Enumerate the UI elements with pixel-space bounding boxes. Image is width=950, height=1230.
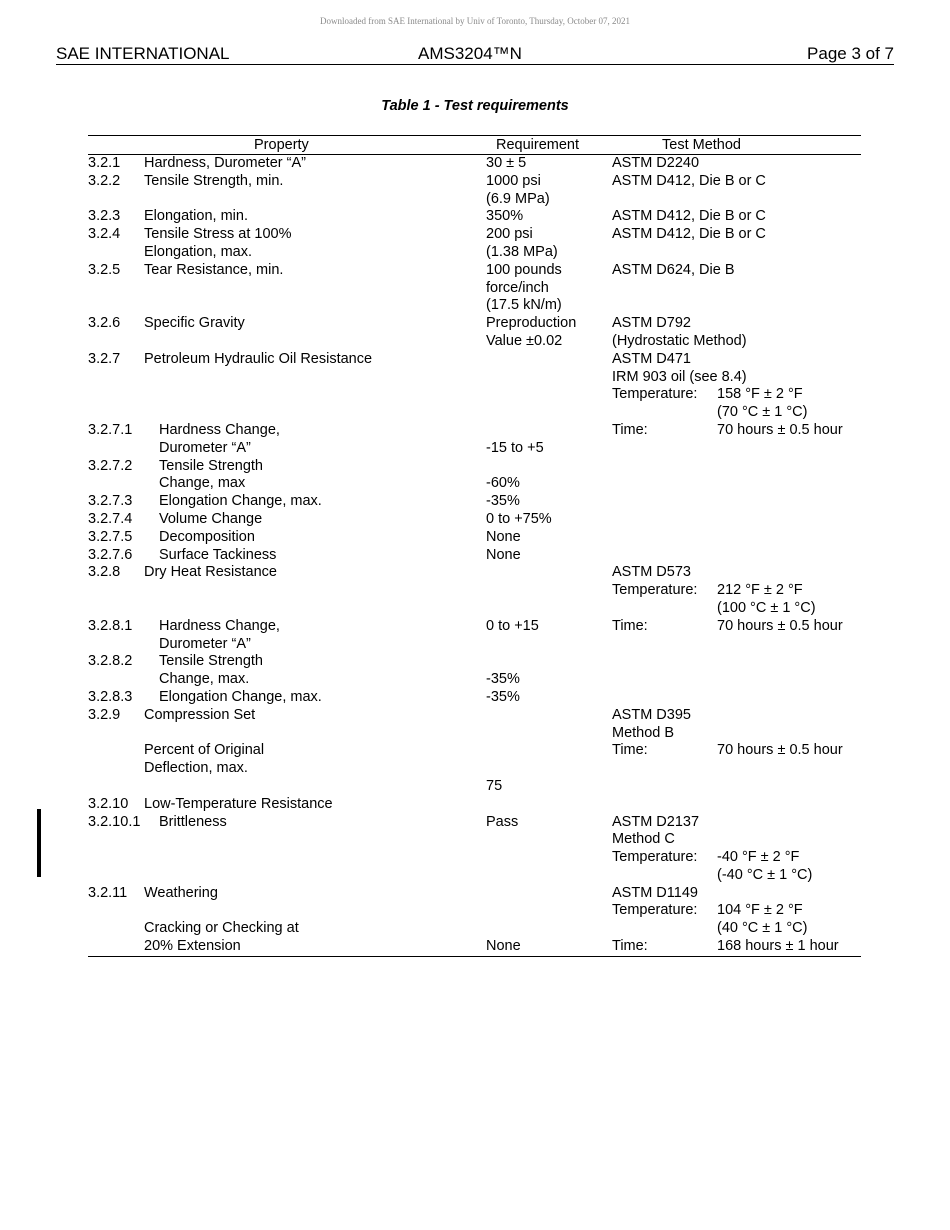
row-requirement: None bbox=[486, 528, 521, 545]
row-property: Brittleness bbox=[159, 813, 227, 830]
row-test-value: 70 hours ± 0.5 hour bbox=[717, 617, 843, 634]
row-test-method: ASTM D412, Die B or C bbox=[612, 226, 766, 243]
row-requirement: 200 psi (1.38 MPa) bbox=[486, 226, 558, 260]
row-requirement: 75 bbox=[486, 777, 503, 794]
table-row bbox=[88, 564, 861, 617]
row-test-method: ASTM D412, Die B or C bbox=[612, 172, 766, 189]
table-row bbox=[88, 511, 861, 529]
row-test-method: Time: bbox=[612, 421, 648, 438]
row-number: 3.2.8.3 bbox=[88, 688, 133, 705]
table-row bbox=[88, 618, 861, 654]
row-property: Weathering Cracking or Checking at 20% Extension bbox=[144, 884, 299, 955]
column-header-test-method: Test Method bbox=[662, 137, 741, 153]
table-row bbox=[88, 547, 861, 565]
column-header-property: Property bbox=[254, 137, 309, 153]
row-number: 3.2.9 bbox=[88, 706, 121, 723]
table-row bbox=[88, 208, 861, 226]
table-header-row bbox=[88, 136, 861, 155]
row-number: 3.2.7.1 bbox=[88, 421, 133, 438]
row-number: 3.2.3 bbox=[88, 208, 121, 225]
row-number: 3.2.10 bbox=[88, 795, 129, 812]
row-property: Tensile Strength, min. bbox=[144, 172, 284, 189]
table-row bbox=[88, 689, 861, 707]
row-property: Hardness, Durometer “A” bbox=[144, 155, 306, 171]
row-property: Petroleum Hydraulic Oil Resistance bbox=[144, 350, 373, 367]
row-number: 3.2.4 bbox=[88, 226, 121, 243]
row-property: Elongation, min. bbox=[144, 208, 248, 225]
row-test-method: ASTM D2137 Method C Temperature: bbox=[612, 813, 700, 866]
row-number: 3.2.2 bbox=[88, 172, 121, 189]
page-number: Page 3 of 7 bbox=[807, 44, 894, 63]
page-header bbox=[56, 44, 894, 65]
download-watermark: Downloaded from SAE International by Univ of Toronto, Thursday, October 07, 2021 bbox=[320, 16, 630, 26]
row-property: Elongation Change, max. bbox=[159, 688, 322, 705]
row-property: Tensile Stress at 100% Elongation, max. bbox=[144, 226, 292, 260]
table-title: Table 1 - Test requirements bbox=[381, 98, 569, 114]
row-number: 3.2.8 bbox=[88, 564, 121, 581]
table-row bbox=[88, 653, 861, 689]
document-number: AMS3204™N bbox=[418, 44, 522, 63]
row-number: 3.2.7.2 bbox=[88, 457, 133, 474]
table-row bbox=[88, 458, 861, 494]
row-test-value: 70 hours ± 0.5 hour bbox=[717, 421, 843, 438]
row-property: Hardness Change, Durometer “A” bbox=[159, 421, 280, 456]
row-property: Tear Resistance, min. bbox=[144, 261, 284, 278]
row-test-value: 104 °F ± 2 °F (40 °C ± 1 °C) 168 hours ± 1 hour bbox=[717, 902, 839, 955]
row-test-method: ASTM D2240 bbox=[612, 155, 700, 171]
table-body bbox=[88, 155, 861, 956]
row-requirement: -35% bbox=[486, 493, 520, 510]
table-row bbox=[88, 173, 861, 209]
row-property: Low-Temperature Resistance bbox=[144, 795, 333, 812]
column-header-requirement: Requirement bbox=[496, 137, 580, 153]
table-row bbox=[88, 885, 861, 956]
row-requirement: 0 to +15 bbox=[486, 617, 539, 634]
row-test-value: 70 hours ± 0.5 hour bbox=[717, 742, 843, 759]
row-number: 3.2.7.6 bbox=[88, 546, 133, 563]
row-number: 3.2.7 bbox=[88, 350, 121, 367]
row-requirement: -35% bbox=[486, 688, 520, 705]
row-test-method: ASTM D624, Die B bbox=[612, 261, 735, 278]
row-property: Volume Change bbox=[159, 510, 263, 527]
test-requirements-table bbox=[88, 135, 861, 957]
table-row bbox=[88, 226, 861, 262]
row-property: Dry Heat Resistance bbox=[144, 564, 277, 581]
table-row bbox=[88, 315, 861, 351]
row-number: 3.2.1 bbox=[88, 155, 121, 171]
row-requirement: Preproduction Value ±0.02 bbox=[486, 315, 577, 349]
table-row bbox=[88, 707, 861, 796]
table-row bbox=[88, 529, 861, 547]
row-test-value: 212 °F ± 2 °F (100 °C ± 1 °C) bbox=[717, 582, 816, 616]
row-requirement: -15 to +5 bbox=[486, 439, 544, 456]
row-requirement: 350% bbox=[486, 208, 524, 225]
row-property: Specific Gravity bbox=[144, 315, 245, 332]
row-number: 3.2.11 bbox=[88, 884, 128, 901]
row-number: 3.2.6 bbox=[88, 315, 121, 332]
table-row bbox=[88, 493, 861, 511]
row-requirement: 100 pounds force/inch (17.5 kN/m) bbox=[486, 261, 562, 314]
row-test-value: -40 °F ± 2 °F (-40 °C ± 1 °C) bbox=[717, 849, 813, 883]
table-row bbox=[88, 422, 861, 458]
row-test-method: ASTM D792 (Hydrostatic Method) bbox=[612, 315, 747, 349]
row-test-method: Time: bbox=[612, 617, 648, 634]
row-property: Surface Tackiness bbox=[159, 546, 277, 563]
row-property: Hardness Change, Durometer “A” bbox=[159, 617, 280, 652]
row-requirement: None bbox=[486, 546, 521, 563]
row-test-method: ASTM D471 IRM 903 oil (see 8.4) Temperature: bbox=[612, 350, 747, 403]
row-number: 3.2.10.1 bbox=[88, 813, 141, 830]
row-test-method: ASTM D1149 Temperature: Time: bbox=[612, 884, 698, 955]
row-property: Decomposition bbox=[159, 528, 255, 545]
row-requirement: -35% bbox=[486, 671, 520, 688]
table-row bbox=[88, 796, 861, 814]
row-requirement: None bbox=[486, 938, 521, 955]
row-requirement: 0 to +75% bbox=[486, 510, 552, 527]
table-row bbox=[88, 814, 861, 885]
row-number: 3.2.7.4 bbox=[88, 510, 133, 527]
table-row bbox=[88, 262, 861, 315]
row-requirement: -60% bbox=[486, 475, 520, 492]
row-test-method: ASTM D395 Method B Time: bbox=[612, 706, 691, 759]
row-property: Tensile Strength Change, max. bbox=[159, 653, 263, 688]
row-requirement: 30 ± 5 bbox=[486, 155, 527, 171]
row-test-value: 158 °F ± 2 °F (70 °C ± 1 °C) bbox=[717, 386, 808, 421]
revision-change-bar bbox=[37, 809, 41, 877]
row-property: Elongation Change, max. bbox=[159, 493, 322, 510]
row-property: Compression Set Percent of Original Deflection, max. bbox=[144, 706, 265, 777]
row-test-method: ASTM D412, Die B or C bbox=[612, 208, 766, 225]
row-property: Tensile Strength Change, max bbox=[159, 457, 263, 492]
row-number: 3.2.7.5 bbox=[88, 528, 133, 545]
row-requirement: Pass bbox=[486, 813, 519, 830]
row-number: 3.2.8.2 bbox=[88, 653, 133, 670]
row-number: 3.2.7.3 bbox=[88, 493, 133, 510]
publisher-name: SAE INTERNATIONAL bbox=[56, 44, 230, 63]
table-row bbox=[88, 155, 861, 173]
row-requirement: 1000 psi (6.9 MPa) bbox=[486, 172, 550, 207]
row-number: 3.2.5 bbox=[88, 261, 121, 278]
table-row bbox=[88, 351, 861, 422]
row-test-method: ASTM D573 Temperature: bbox=[612, 564, 698, 599]
row-number: 3.2.8.1 bbox=[88, 617, 133, 634]
